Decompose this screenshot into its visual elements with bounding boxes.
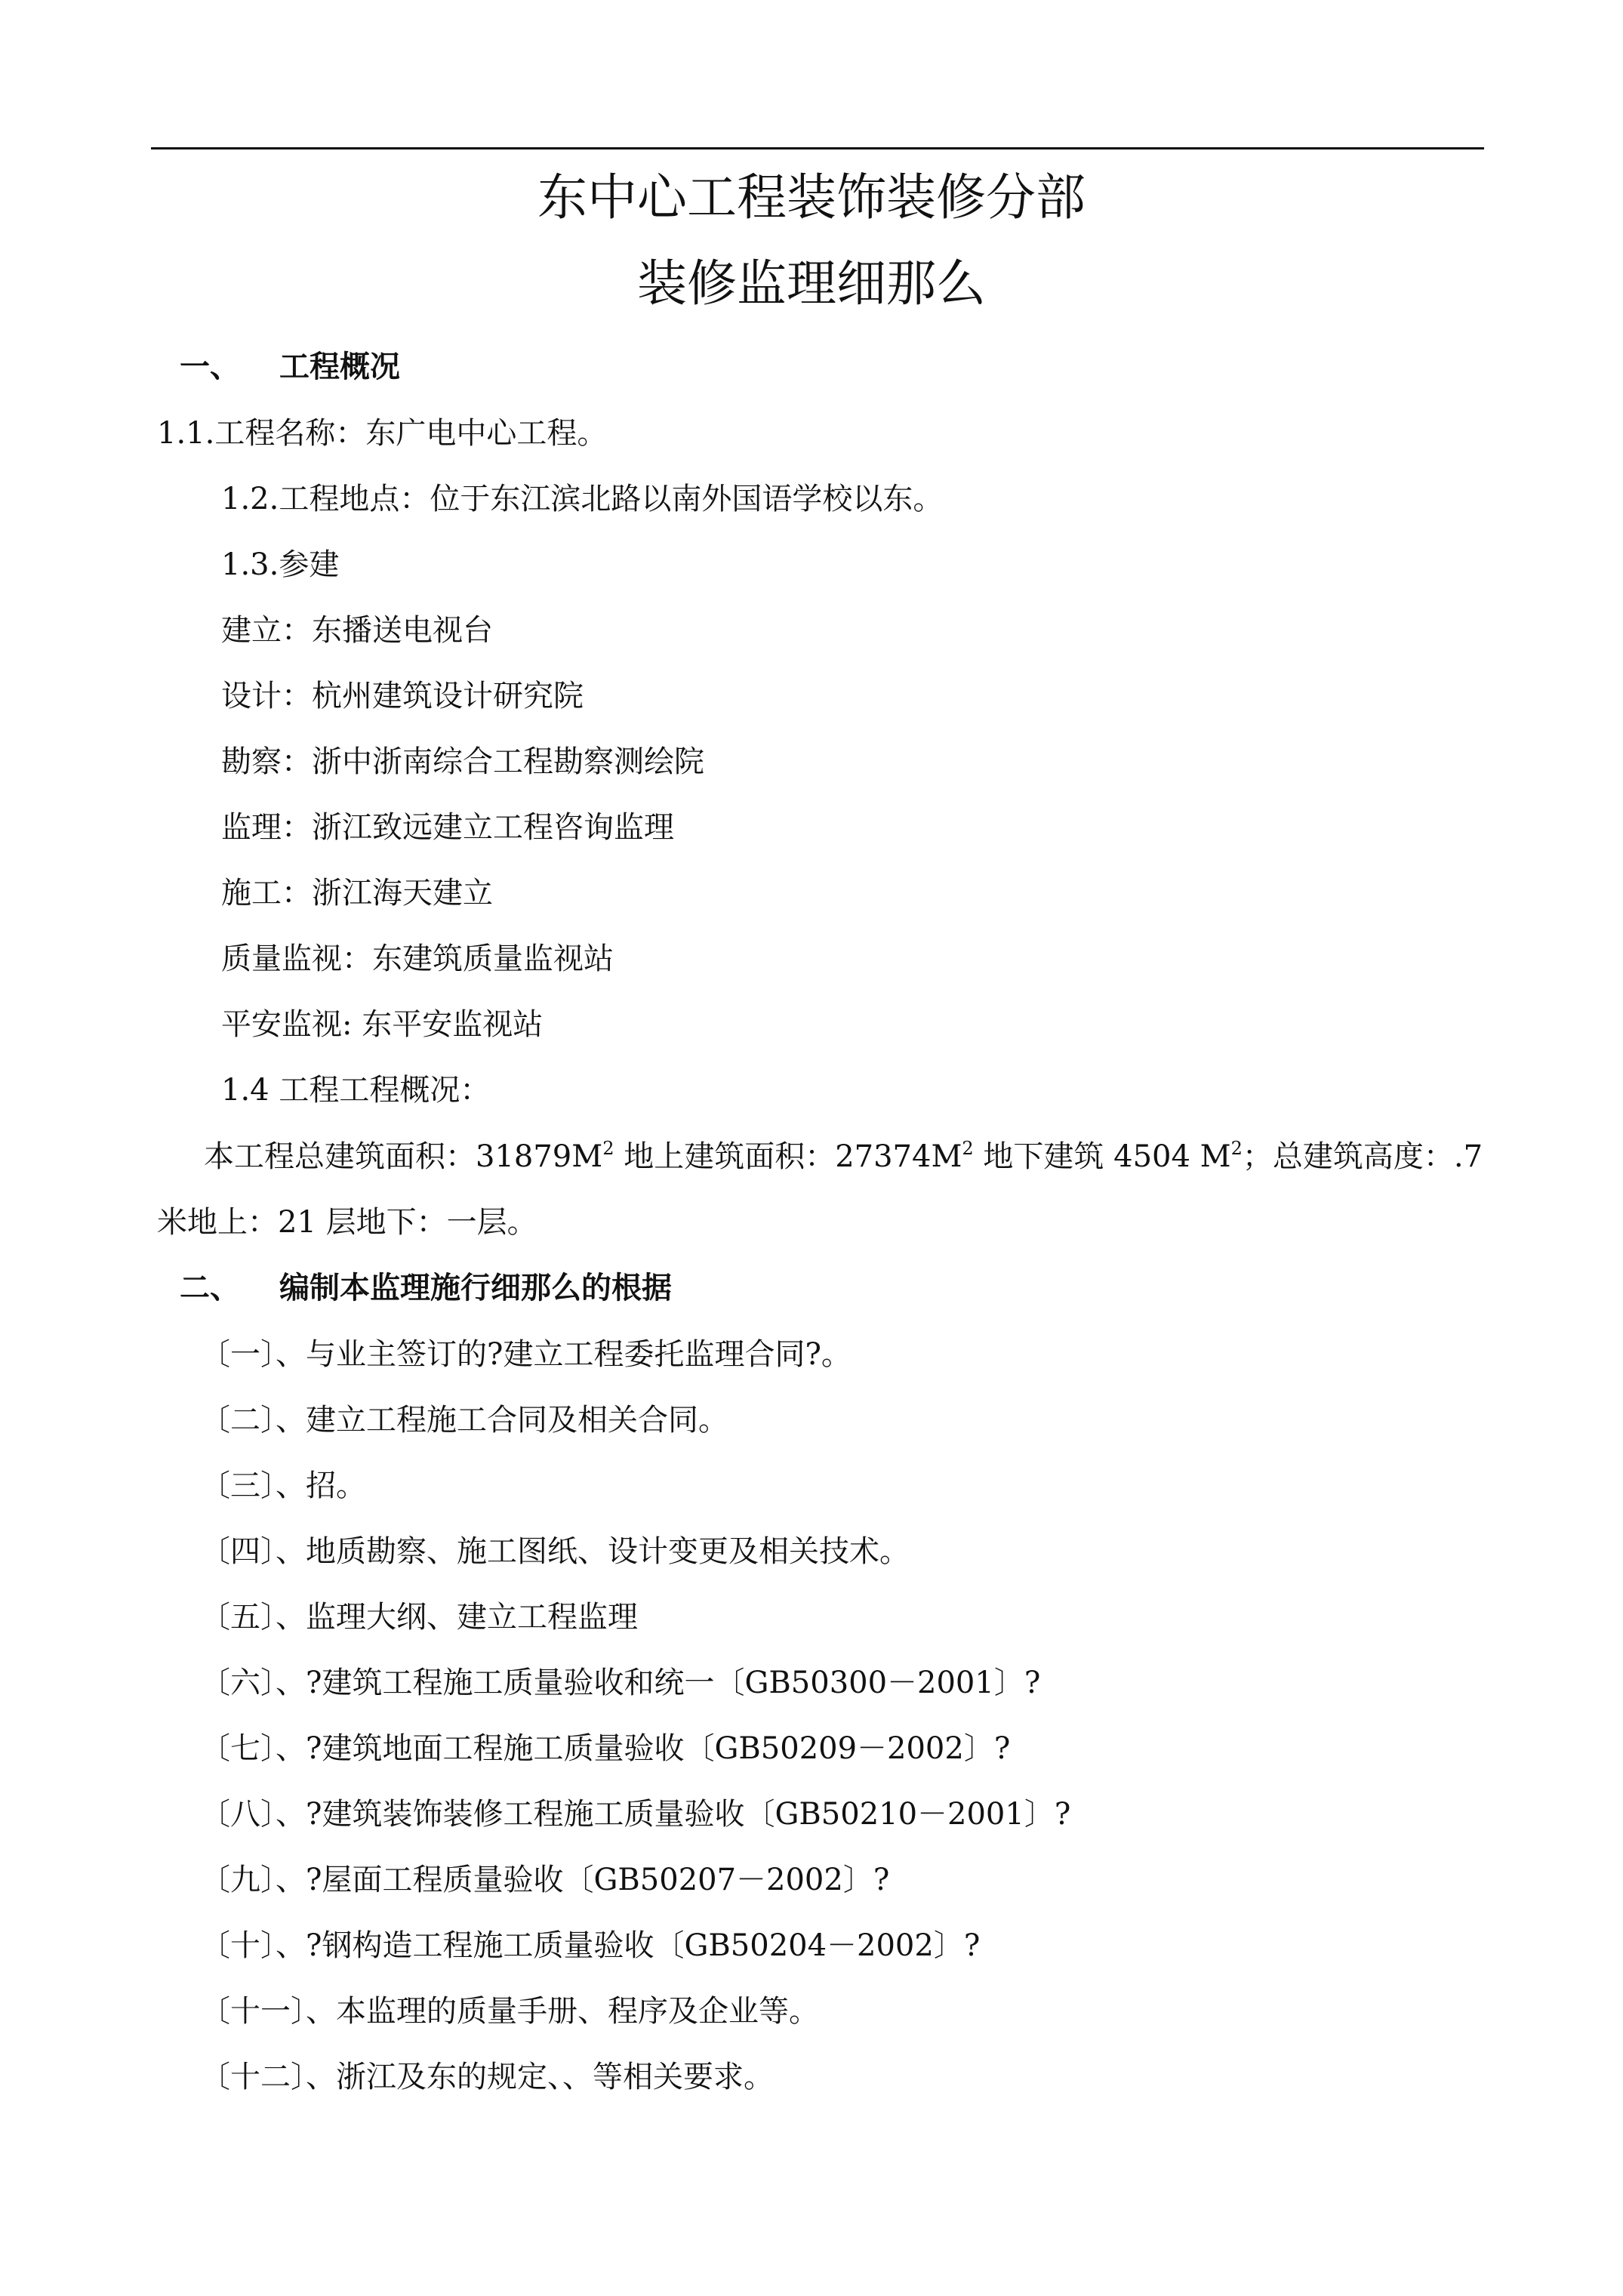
basis-item: 〔九〕、?屋面工程质量验收〔GB50207－2002〕? (200, 1863, 890, 1897)
participant-safety-supervision: 平安监视: 东平安监视站 (221, 1007, 544, 1042)
basis-item: 〔十〕、?钢构造工程施工质量验收〔GB50204－2002〕? (200, 1928, 981, 1963)
participant-contractor: 施工：浙江海天建立 (221, 876, 493, 911)
basis-item: 〔三〕、招。 (200, 1469, 366, 1503)
participant-survey: 勘察：浙中浙南综合工程勘察测绘院 (221, 744, 704, 779)
document-title: 东中心工程装饰装修分部 (537, 168, 1086, 227)
basis-item: 〔四〕、地质勘察、施工图纸、设计变更及相关技术。 (200, 1534, 910, 1569)
project-overview-heading: 1.4 工程工程概况： (221, 1073, 491, 1108)
section-title: 工程概况 (279, 349, 400, 384)
basis-item: 〔五〕、监理大纲、建立工程监理 (200, 1600, 638, 1635)
basis-item: 〔六〕、?建筑工程施工质量验收和统一〔GB50300－2001〕? (200, 1666, 1041, 1700)
participant-supervisor: 监理：浙江致远建立工程咨询监理 (221, 810, 674, 845)
basis-item: 〔一〕、与业主签订的?建立工程委托监理合同?。 (200, 1337, 852, 1372)
basis-item: 〔二〕、建立工程施工合同及相关合同。 (200, 1403, 728, 1438)
basis-item: 〔七〕、?建筑地面工程施工质量验收〔GB50209－2002〕? (200, 1731, 1011, 1766)
section-number: 二、 (180, 1270, 240, 1305)
participants-heading: 1.3.参建 (221, 547, 340, 582)
participant-quality-supervision: 质量监视：东建筑质量监视站 (221, 942, 614, 976)
section-title: 编制本监理施行细那么的根据 (279, 1270, 672, 1305)
participant-designer: 设计：杭州建筑设计研究院 (221, 679, 584, 713)
document-subtitle: 装修监理细那么 (637, 254, 986, 313)
section-heading-basis (180, 1268, 672, 1308)
header-rule (151, 147, 1484, 149)
project-location: 1.2.工程地点：位于东江滨北路以南外国语学校以东。 (221, 482, 944, 516)
basis-item: 〔八〕、?建筑装饰装修工程施工质量验收〔GB50210－2001〕? (200, 1797, 1071, 1832)
section-heading-overview (180, 347, 400, 387)
overview-paragraph-line2: 米地上：21 层地下：一层。 (157, 1205, 537, 1240)
basis-item: 〔十一〕、本监理的质量手册、程序及企业等。 (200, 1994, 819, 2029)
basis-item: 〔十二〕、浙江及东的规定、、等相关要求。 (200, 2060, 774, 2094)
project-name: 1.1.工程名称：东广电中心工程。 (157, 416, 608, 451)
overview-paragraph-line1: 本工程总建筑面积：$31879M^2$ 地上建筑面积：$27374M^2$ 地下建筑 4504 $M^2$；总建筑高度：.7 (204, 1138, 1483, 1174)
participant-client: 建立：东播送电视台 (221, 613, 493, 648)
section-number: 一、 (180, 349, 240, 384)
